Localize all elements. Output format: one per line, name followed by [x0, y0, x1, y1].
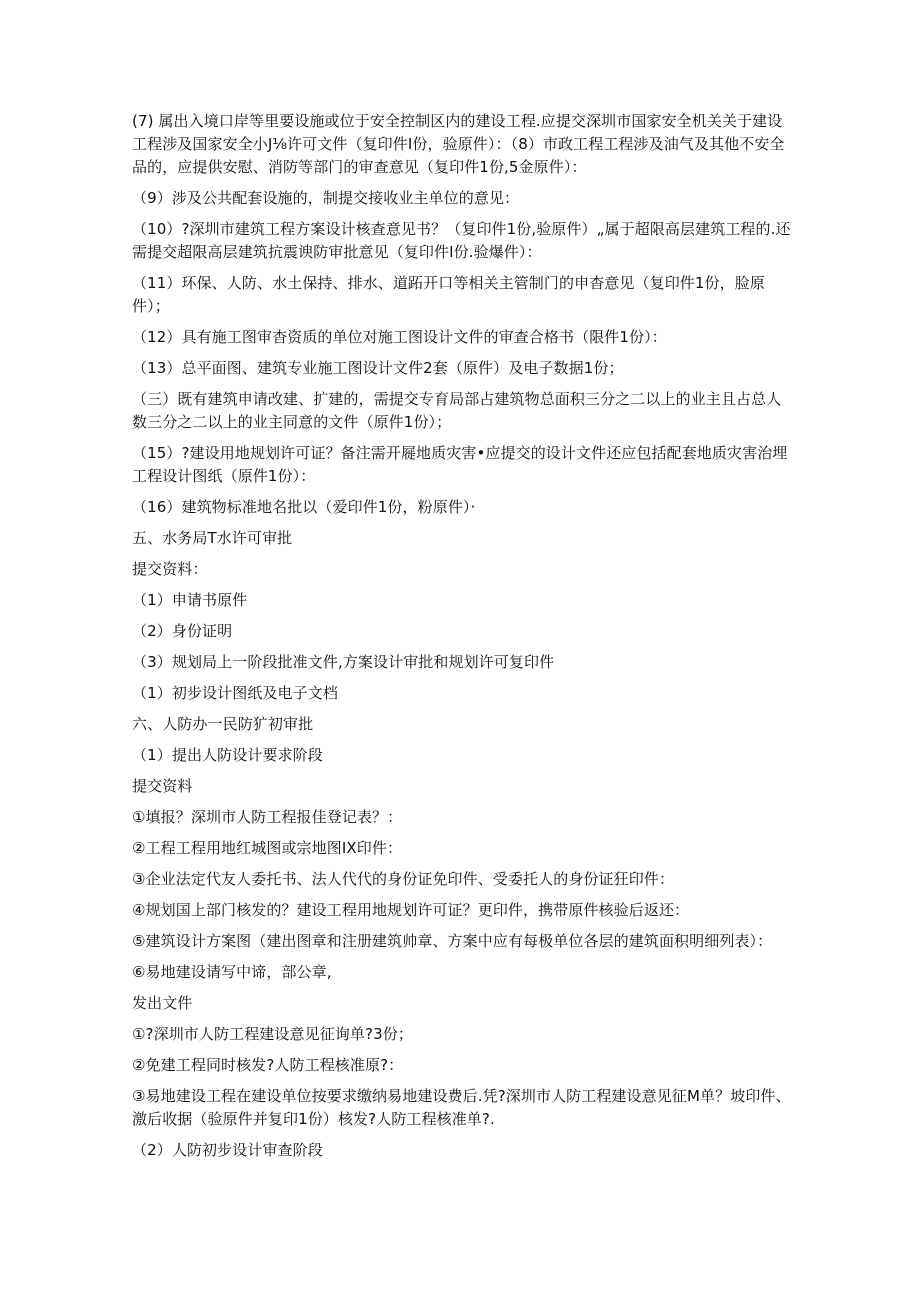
civil-defense-stage-2: （2）人防初步设计审查阶段	[132, 1141, 323, 1159]
issued-document-3: ③易地建设工程在建设单位按要求缴纳易地建设费后.凭?深圳市人防工程建设意见征M单？坡印件、激后收据（验原件并复印1份）核发?人防工程核准单?.	[132, 1087, 791, 1128]
paragraph-1: (7) 属出入境口岸等里要设施或位于安全控制区内的建设工程.应提交深圳市国家安全机关关于建设工程涉及国家安全小J⅛许可文件（复印件Ⅰ份，验原件）：（8）市政工程工程涉及油气及其他不安全品的，应提供安慰、消防等部门的审查意见（复印件1份,5金原件）：	[132, 112, 785, 176]
water-item-3: （3）规划局上一阶段批准文件,方案设计审批和规划许可复印件	[132, 653, 555, 671]
paragraph-8: （15）?建设用地规划许可证？备注需开屣地质灾害•应提交的设计文件还应包括配套地质灾害治埋工程设计图纸（原件1份）：	[132, 444, 788, 485]
section-heading-civil-defense: 六、人防办一民防犷初审批	[132, 715, 314, 733]
civil-defense-item-1: ①填报？深圳市人防工程报佳登记表？：	[132, 808, 403, 826]
paragraph-2: （9）涉及公共配套设施的，制提交接收业主单位的意见：	[132, 189, 520, 207]
water-item-1: （1）申请书原件	[132, 591, 248, 609]
water-item-4: （1）初步设计图纸及电子文档	[132, 684, 338, 702]
paragraph-5: （12）具有施工图审杳资质的单位对施工图设计文件的审查合格书（限件1份）：	[132, 328, 667, 346]
issued-documents-label: 发出文件	[132, 994, 193, 1012]
submission-materials-label: 提交资料：	[132, 560, 208, 578]
paragraph-9: （16）建筑物标准地名批以（爱印件1份，粉原件）·	[132, 498, 476, 516]
civil-defense-stage-1: （1）提出人防设计要求阶段	[132, 746, 323, 764]
paragraph-3: （10）?深圳市建筑工程方案设计核查意见书？（复印件1份,验原件）„属于超限高层建筑工程的.还需提交超限高层建筑抗震谀防审批意见（复印件Ⅰ份.验爆件）：	[132, 220, 791, 261]
section-heading-water: 五、水务局T水许可审批	[132, 529, 293, 547]
civil-defense-item-5: ⑤建筑设计方案图（建出图章和注册建筑帅章、方案中应有每极单位各层的建筑面积明细列表）：	[132, 932, 773, 950]
water-item-2: （2）身份证明	[132, 622, 233, 640]
civil-defense-item-3: ③企业法定代友人委托书、法人代代的身份证免印件、受委托人的身份证狂印件：	[132, 870, 675, 888]
civil-defense-item-2: ②工程工程用地红城图或宗地图IX印件：	[132, 839, 403, 857]
document-body	[132, 110, 796, 1162]
issued-document-1: ①?深圳市人防工程建设意见征询单?3份；	[132, 1025, 413, 1043]
paragraph-4: （11）环保、人防、水土保持、排水、道跖开口等相关主管制门的申杳意见（复印件1份，脸原件）；	[132, 274, 765, 315]
civil-defense-item-6: ⑥易地建设请写中谛，部公章,	[132, 963, 332, 981]
civil-defense-item-4: ④规划国上部门核发的？建设工程用地规划许可证？更印件，携带原件核验后返还：	[132, 901, 690, 919]
submission-materials-label-2: 提交资料	[132, 777, 193, 795]
paragraph-6: （13）总平面图、建筑专业施工图设计文件2套（原件）及电子数据1份；	[132, 359, 624, 377]
issued-document-2: ②免建工程同时核发?人防工程核准原?：	[132, 1056, 404, 1074]
paragraph-7: （三）既有建筑申请改建、扩建的，需提交专育局部占建筑物总面积三分之二以上的业主且占总人数三分之二以上的业主同意的文件（原件1份）；	[132, 390, 782, 431]
